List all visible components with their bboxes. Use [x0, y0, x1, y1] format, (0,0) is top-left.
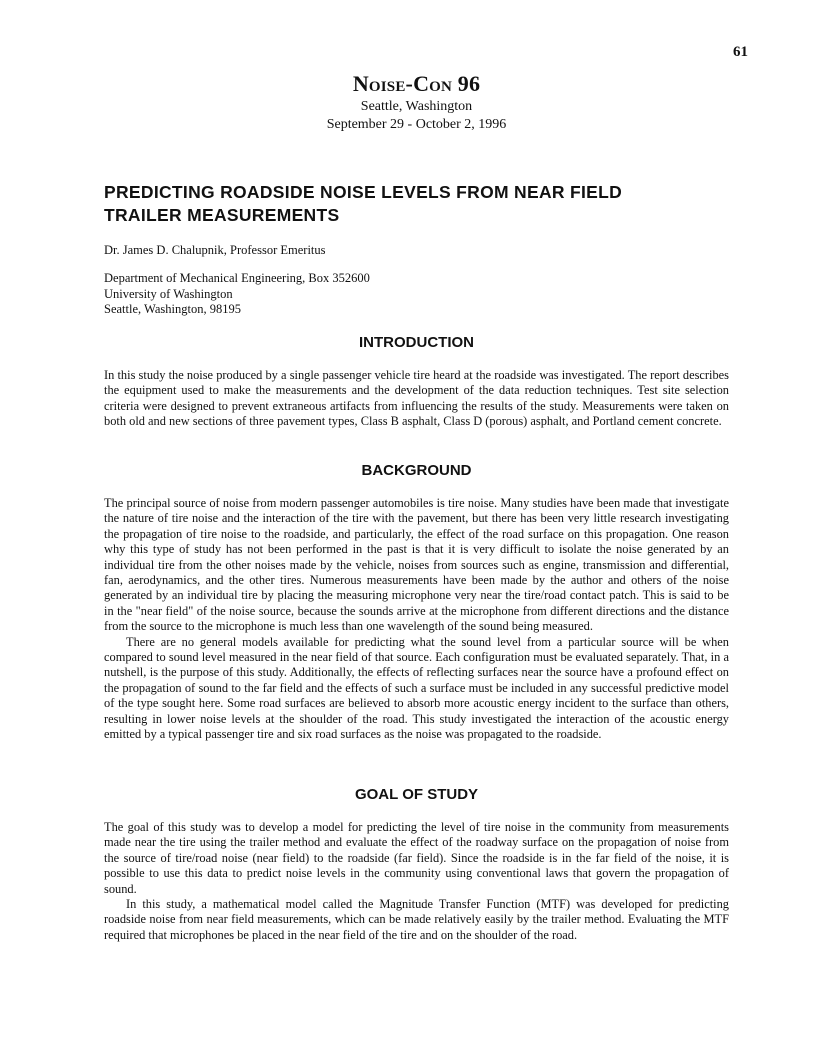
heading-goal-of-study: GOAL OF STUDY	[354, 786, 479, 803]
page-number: 61	[733, 44, 748, 60]
author-line: Dr. James D. Chalupnik, Professor Emeritus	[104, 243, 326, 257]
paragraph: The goal of this study was to develop a model for predicting the level of tire noise in the community from measurements made near the tire using the trailer method and evaluate the effect of the roadway surface on the propagation of noise from the source of tire/road noise (near field) to the roadside (far field). Since the roadside is in the far field of the noise, it is possible to use this data to predict noise levels in the community using conventional laws that govern the propagation of sound.	[104, 820, 729, 896]
conference-name: Noise-Con 96	[352, 71, 481, 96]
affiliation-block	[104, 271, 370, 318]
paragraph: In this study, a mathematical model called the Magnitude Transfer Function (MTF) was developed for predicting roadside noise from near field measurements, which can be made relatively easily by the trailer method. Evaluating the MTF required that microphones be placed in the near field of the tire and on the shoulder of the road.	[104, 897, 729, 942]
body-background	[104, 496, 729, 743]
heading-introduction: INTRODUCTION	[359, 334, 474, 351]
conference-location: Seattle, Washington	[360, 99, 473, 114]
paragraph: The principal source of noise from modern passenger automobiles is tire noise. Many studies have been made that investigate the nature of tire noise and the interaction of the tire with the pavement, but there has been very little research investigating the propagation of tire noise to the roadside, and particularly, the effect of the road surface on this propagation. One reason why this type of study has not been performed in the past is that it is very difficult to isolate the noise generated by an individual tire from the other noises made by the vehicle, noises from sources such as engine, transmission and differential, fan, aerodynamics, and the other tires. Numerous measurements have been made by the author and others of the noise generated by an individual tire by placing the measuring microphone very near the tire/road contact patch. This is said to be in the "near field" of the noise source, because the sounds arrive at the microphone from different directions and the distance from the source to the microphone is much less than one wavelength of the sound being measured.	[104, 496, 729, 634]
paragraph: In this study the noise produced by a single passenger vehicle tire heard at the roadside was investigated. The report describes the equipment used to make the measurements and the development of the data reduction techniques. Test site selection criteria were designed to prevent extraneous artifacts from influencing the results of the study. Measurements were taken on both old and new sections of three pavement types, Class B asphalt, Class D (porous) asphalt, and Portland cement concrete.	[104, 368, 729, 429]
conference-dates: September 29 - October 2, 1996	[326, 117, 507, 132]
affiliation-city: Seattle, Washington, 98195	[104, 302, 241, 316]
paragraph: There are no general models available for predicting what the sound level from a particular source will be when compared to sound level measured in the near field of that source. Each configuration must be evaluated separately. That, in a nutshell, is the purpose of this study. Additionally, the effects of reflecting surfaces near the source have a profound effect on the propagation of sound to the far field and the effects of such a surface must be included in any successful predictive model of the type sought here. Some road surfaces are believed to absorb more acoustic energy incident to the surface than others, resulting in lower noise levels at the shoulder of the road. This study investigated the interaction of the acoustic energy emitted by a typical passenger tire and six road surfaces as the noise was propagated to the roadside.	[104, 634, 729, 742]
affiliation-university: University of Washington	[104, 286, 233, 301]
body-introduction	[104, 368, 729, 430]
affiliation-department: Department of Mechanical Engineering, Box 352600	[104, 271, 370, 285]
body-goal-of-study	[104, 820, 729, 943]
paper-title: PREDICTING ROADSIDE NOISE LEVELS FROM NEAR FIELD TRAILER MEASUREMENTS	[104, 182, 623, 225]
conference-header	[200, 70, 633, 134]
heading-background: BACKGROUND	[361, 462, 472, 479]
